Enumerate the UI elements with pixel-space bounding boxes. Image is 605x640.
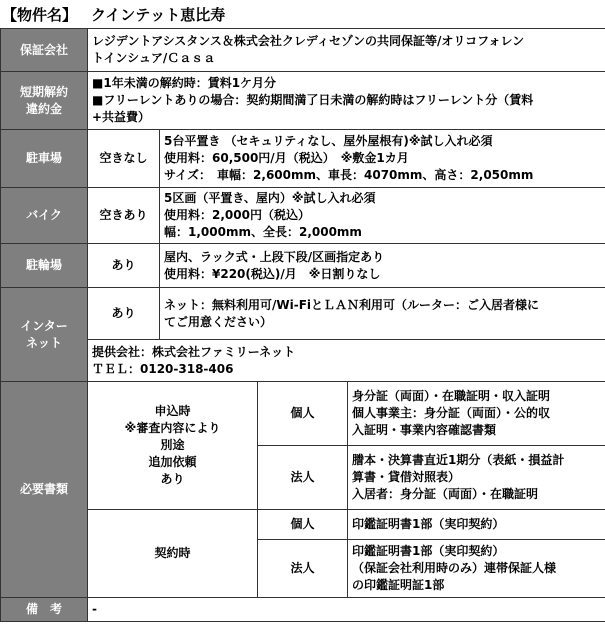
row-docs-app-individual <box>1 382 605 446</box>
header <box>0 0 605 28</box>
bike-detail: 5区画（平置き、屋内）※試し入れ必須 使用料：2,000円（税込） 幅：1,000mm、全長：2,000mm <box>160 188 605 244</box>
documents-label: 必要書類 <box>1 382 88 598</box>
internet-detail: ネット：無料利用可/Wi-FiとＬＡＮ利用可（ルーター：ご入居者様に てご用意ください） <box>160 288 605 340</box>
row-guarantee <box>1 29 605 72</box>
parking-label: 駐車場 <box>1 130 88 188</box>
row-docs-contract-individual <box>1 510 605 540</box>
details-table <box>0 28 605 622</box>
parking-detail: 5台平置き （セキュリティなし、屋外屋根有)※試し入れ必須 使用料：60,500円/月（税込） ※敷金1カ月 サイズ： 車幅：2,600mm、車長：4070mm、高さ：2,050mm <box>160 130 605 188</box>
row-remarks <box>1 598 605 622</box>
row-parking <box>1 130 605 188</box>
row-bicycle <box>1 244 605 288</box>
application-individual-docs: 身分証（両面）・在職証明・収入証明 個人事業主：身分証（両面）・公的収 入証明・事業内容確認書類 <box>348 382 605 446</box>
penalty-value: ■1年未満の解約時：賃料1ケ月分 ■フリーレントありの場合：契約期間満了日未満の解約時はフリーレント分（賃料 +共益費） <box>88 72 605 130</box>
application-individual-label: 個人 <box>258 382 348 446</box>
bicycle-detail: 屋内、ラック式・上段下段/区画指定あり 使用料：¥220(税込)/月 ※日割りなし <box>160 244 605 288</box>
contract-individual-docs: 印鑑証明書1部（実印契約） <box>348 510 605 540</box>
remarks-value: - <box>88 598 605 622</box>
guarantee-label: 保証会社 <box>1 29 88 72</box>
remarks-label: 備 考 <box>1 598 88 622</box>
internet-status: あり <box>88 288 160 340</box>
application-label: 申込時 ※審査内容により 別途 追加依頼 あり <box>88 382 258 510</box>
contract-corporate-docs: 印鑑証明書1部（実印契約） （保証会社利用時のみ）連帯保証人様 の印鑑証明証1部 <box>348 540 605 598</box>
bike-status: 空きあり <box>88 188 160 244</box>
parking-status: 空きなし <box>88 130 160 188</box>
penalty-label: 短期解約 違約金 <box>1 72 88 130</box>
application-corporate-docs: 謄本・決算書直近1期分（表紙・損益計 算書・貸借対照表） 入居者：身分証（両面）・在職証明 <box>348 446 605 510</box>
bike-label: バイク <box>1 188 88 244</box>
bicycle-status: あり <box>88 244 160 288</box>
row-penalty <box>1 72 605 130</box>
guarantee-value: レジデントアシスタンス＆株式会社クレディセゾンの共同保証等/オリコフォレン トインシュア/Ｃａｓａ <box>88 29 605 72</box>
row-internet-provider <box>1 340 605 382</box>
row-bike <box>1 188 605 244</box>
contract-individual-label: 個人 <box>258 510 348 540</box>
internet-label: インター ネット <box>1 288 88 382</box>
internet-provider: 提供会社：株式会社ファミリーネット ＴＥＬ：0120-318-406 <box>88 340 605 382</box>
bicycle-label: 駐輪場 <box>1 244 88 288</box>
property-name: クインテット恵比寿 <box>91 5 226 24</box>
contract-label: 契約時 <box>88 510 258 598</box>
row-internet <box>1 288 605 340</box>
application-corporate-label: 法人 <box>258 446 348 510</box>
contract-corporate-label: 法人 <box>258 540 348 598</box>
header-tag: 【物件名】 <box>2 5 78 24</box>
